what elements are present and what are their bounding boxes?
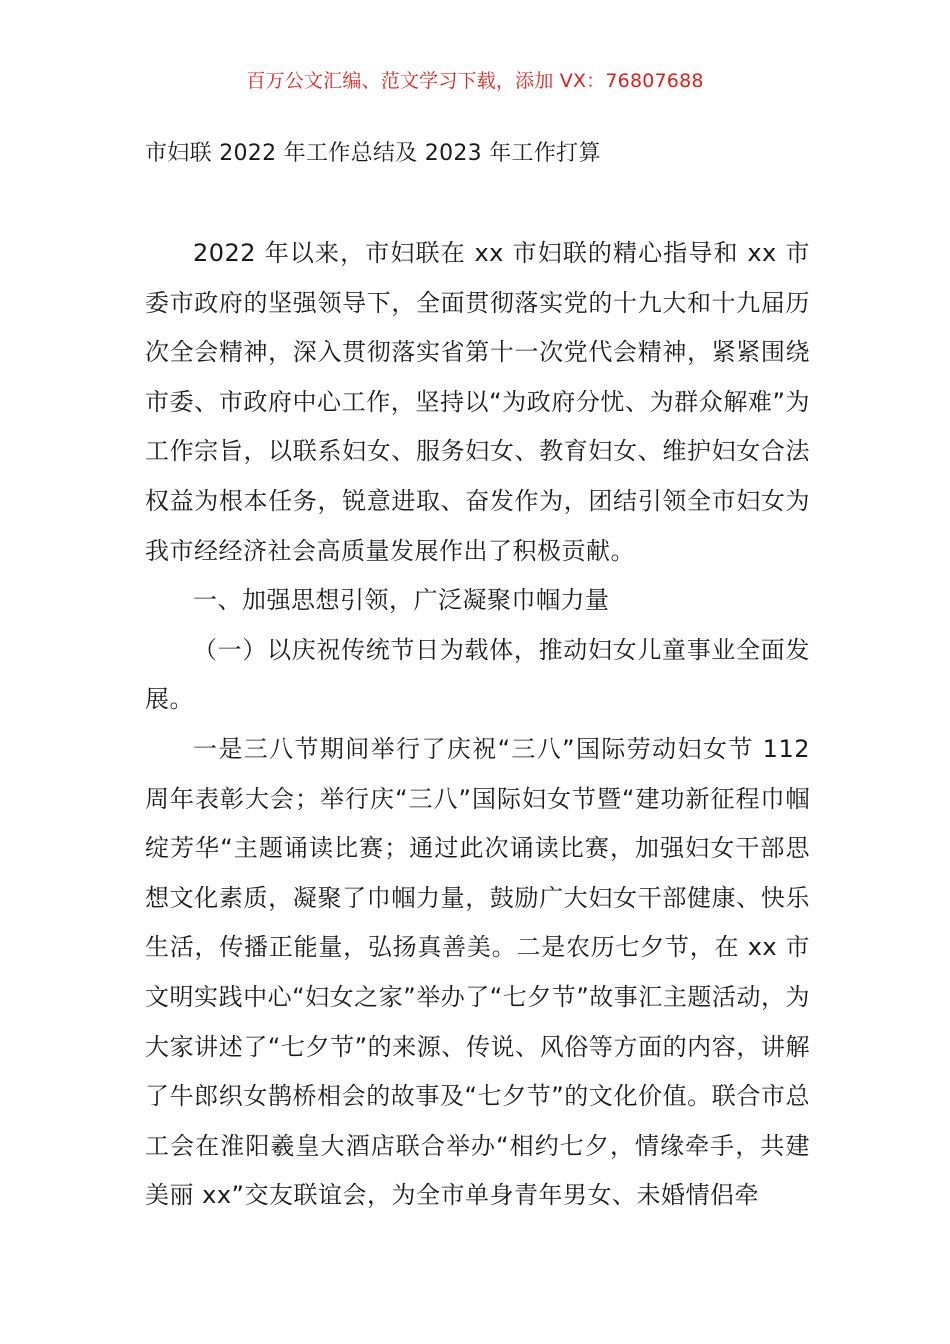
paragraph-subsection-heading: （一）以庆祝传统节日为载体，推动妇女儿童事业全面发展。 bbox=[145, 635, 810, 714]
document-body bbox=[145, 229, 810, 1221]
paragraph-section-heading: 一、加强思想引领，广泛凝聚巾帼力量 bbox=[193, 586, 610, 615]
paragraph-intro: 2022 年以来，市妇联在 xx 市妇联的精心指导和 xx 市委市政府的坚强领导下，全面贯彻落实党的十九大和十九届历次全会精神，深入贯彻落实省第十一次党代会精神，紧紧围绕市委、市政府中心工作，坚持以“为政府分忧、为群众解难”为工作宗旨，以联系妇女、服务妇女、教育妇女、维护妇女合法权益为根本任务，锐意进取、奋发作为，团结引领全市妇女为我市经经济社会高质量发展作出了积极贡献。 bbox=[145, 239, 810, 565]
document-title: 市妇联 2022 年工作总结及 2023 年工作打算 bbox=[145, 141, 601, 166]
paragraph-body: 一是三八节期间举行了庆祝“三八”国际劳动妇女节 112 周年表彰大会；举行庆“三八”国际妇女节暨“建功新征程巾帼绽芳华“主题诵读比赛；通过此次诵读比赛，加强妇女干部思想文化素质，凝聚了巾帼力量，鼓励广大妇女干部健康、快乐生活，传播正能量，弘扬真善美。二是农历七夕节，在 xx 市文明实践中心“妇女之家”举办了“七夕节”故事汇主题活动，为大家讲述了“七夕节”的来源、传说、风俗等方面的内容，讲解了牛郎织女鹊桥相会的故事及“七夕节”的文化价值。联合市总工会在淮阳羲皇大酒店联合举办“相约七夕，情缘牵手，共建美丽 xx”交友联谊会，为全市单身青年男女、未婚情侣牵 bbox=[145, 734, 810, 1210]
header-note: 百万公文汇编、范文学习下载，添加 VX：76807688 bbox=[246, 70, 704, 92]
